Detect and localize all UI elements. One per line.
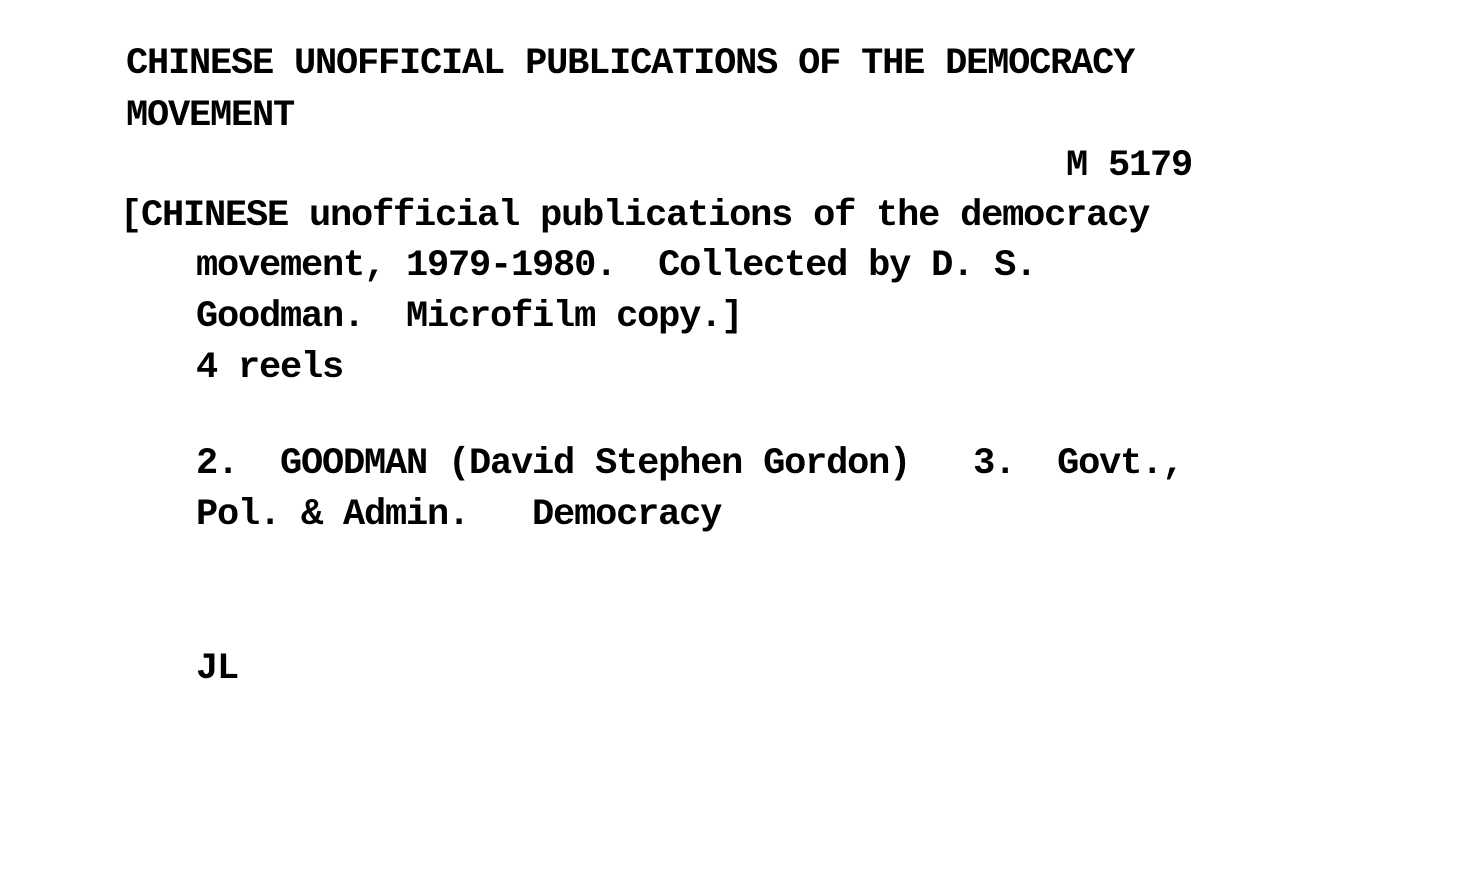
subject-line-2: Pol. & Admin. Democracy	[196, 494, 722, 536]
shelfmark: M 5179	[1066, 145, 1193, 187]
heading-line-1: CHINESE UNOFFICIAL PUBLICATIONS OF THE DEMOCRACY	[126, 43, 1135, 85]
description-line-1: [CHINESE unofficial publications of the democracy	[120, 195, 1150, 237]
description-line-2: movement, 1979-1980. Collected by D. S.	[196, 245, 1037, 287]
description-line-3: Goodman. Microfilm copy.]	[196, 296, 743, 338]
cataloguer-initials: JL	[196, 648, 239, 690]
subject-line-1: 2. GOODMAN (David Stephen Gordon) 3. Govt.,	[196, 443, 1184, 485]
description-line-4: 4 reels	[196, 347, 344, 389]
heading-line-2: MOVEMENT	[126, 95, 295, 137]
